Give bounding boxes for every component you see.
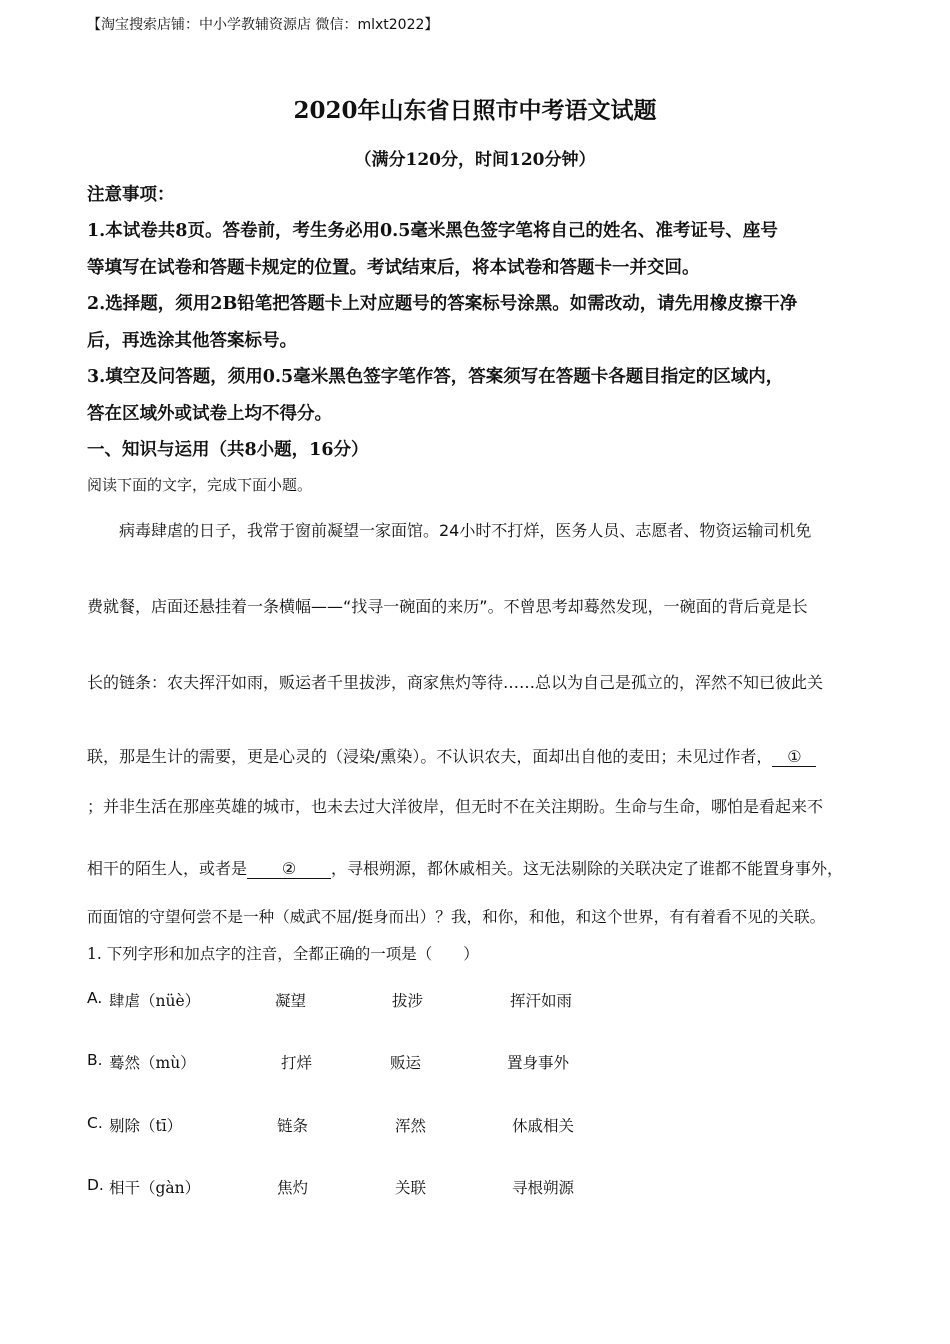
notice-line: 后，再选涂其他答案标号。 (87, 331, 297, 351)
notice-line: 2.选择题，须用2B铅笔把答题卡上对应题号的答案标号涂黑。如需改动，请先用橡皮擦干净 (87, 294, 798, 314)
notice-line: 3.填空及问答题，须用0.5毫米黑色签字笔作答，答案须写在答题卡各题目指定的区域内， (87, 367, 784, 387)
passage-line: 病毒肆虐的日子，我常于窗前凝望一家面馆。24小时不打烊，医务人员、志愿者、物资运输司机免 (119, 521, 812, 540)
page-subtitle: （满分120分，时间120分钟） (354, 150, 596, 170)
option-item: 拔涉 (392, 992, 424, 1010)
option-item: 打烊 (281, 1054, 313, 1072)
option-item: 休戚相关 (512, 1117, 575, 1135)
fill-blank-1: ① (772, 747, 816, 767)
option-item: 肆虐（nüè） (109, 992, 201, 1010)
passage-text: ，寻根朔源，都休戚相关。这无法剔除的关联决定了谁都不能置身事外， (331, 859, 844, 878)
fill-blank-2: ② (247, 859, 331, 879)
option-item: 蓦然（mù） (109, 1054, 196, 1072)
passage-line: 费就餐，店面还悬挂着一条横幅——“找寻一碗面的来历”。不曾思考却蓦然发现，一碗面的背后竟是长 (87, 597, 808, 616)
section-heading: 一、知识与运用（共8小题，16分） (87, 440, 369, 460)
passage-line (87, 744, 816, 767)
option-label: A. (87, 989, 103, 1007)
passage-line: 长的链条：农夫挥汗如雨，贩运者千里拔涉，商家焦灼等待……总以为自己是孤立的，浑然不知已彼此关 (87, 673, 824, 692)
notice-line: 1.本试卷共8页。答卷前，考生务必用0.5毫米黑色签字笔将自己的姓名、准考证号、座号 (87, 221, 778, 241)
option-item: 挥汗如雨 (510, 992, 573, 1010)
passage-text: 联，那是生计的需要，更是心灵的（浸染/熏染）。不认识农夫，面却出自他的麦田；未见过作者， (87, 747, 773, 766)
option-item: 凝望 (275, 992, 307, 1010)
option-label: C. (87, 1114, 103, 1132)
passage-line: ；并非生活在那座英雄的城市，也未去过大洋彼岸，但无时不在关注期盼。生命与生命，哪怕是看起来不 (87, 797, 824, 816)
notice-heading: 注意事项： (87, 185, 175, 205)
option-item: 置身事外 (507, 1054, 570, 1072)
section-instruction: 阅读下面的文字，完成下面小题。 (87, 476, 313, 494)
passage-line (87, 856, 843, 879)
option-item: 剔除（tī） (109, 1117, 183, 1135)
option-item: 焦灼 (277, 1179, 309, 1197)
notice-line: 答在区域外或试卷上均不得分。 (87, 404, 332, 424)
option-item: 贩运 (390, 1054, 422, 1072)
option-label: B. (87, 1051, 103, 1069)
question-stem: 1. 下列字形和加点字的注音，全都正确的一项是（ ） (87, 945, 479, 963)
store-banner: 【淘宝搜索店铺：中小学教辅资源店 微信：mlxt2022】 (87, 17, 439, 33)
option-label: D. (87, 1176, 104, 1194)
option-item: 关联 (395, 1179, 427, 1197)
passage-line: 而面馆的守望何尝不是一种（威武不屈/挺身而出）？我，和你，和他，和这个世界，有有着看不见的关联。 (87, 908, 826, 926)
notice-line: 等填写在试卷和答题卡规定的位置。考试结束后，将本试卷和答题卡一并交回。 (87, 258, 700, 278)
option-item: 相干（gàn） (109, 1179, 201, 1197)
page-title: 2020年山东省日照市中考语文试题 (293, 97, 657, 124)
passage-text: 相干的陌生人，或者是 (87, 859, 248, 878)
option-item: 链条 (277, 1117, 309, 1135)
option-item: 浑然 (395, 1117, 427, 1135)
option-item: 寻根朔源 (512, 1179, 575, 1197)
